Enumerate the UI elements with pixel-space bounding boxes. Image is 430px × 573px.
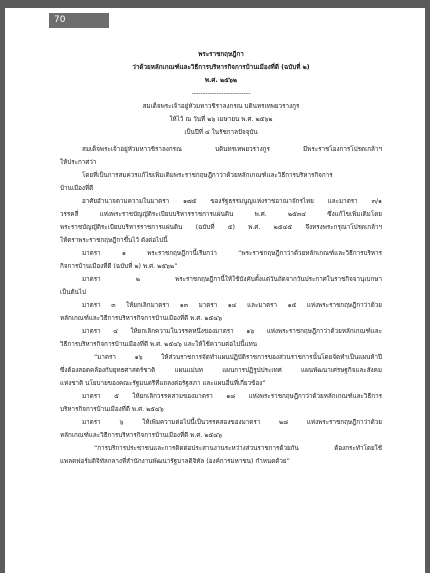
document-page xyxy=(5,8,425,573)
divider: -------------------------- xyxy=(191,90,251,97)
body-line: หลักเกณฑ์และวิธีการบริหารกิจการบ้านเมืองที่ดี พ.ศ. ๒๕๔๖ xyxy=(60,315,223,322)
body-line: ซึ่งต้องสอดคล้องกับยุทธศาสตร์ชาติ แผนแม่บท แผนการปฏิรูปประเทศ แผนพัฒนาเศรษฐกิจและสังคม xyxy=(60,367,382,374)
body-line: ให้ประกาศว่า xyxy=(60,159,97,166)
body-line: บ้านเมืองที่ดี xyxy=(60,185,94,192)
body-line: พระราชบัญญัติระเบียบบริหารราชการแผ่นดิน (ฉบับที่ ๕) พ.ศ. ๒๕๔๕ จึงทรงพระกรุณาโปรดเกล้าฯ xyxy=(60,224,382,231)
doc-title: พระราชกฤษฎีกา xyxy=(198,51,244,58)
body-line: หลักเกณฑ์และวิธีการบริหารกิจการบ้านเมืองที่ดี พ.ศ. ๒๕๔๖ xyxy=(60,432,223,439)
signature-reign: เป็นปีที่ ๔ ในรัชกาลปัจจุบัน xyxy=(184,129,258,136)
doc-year: พ.ศ. ๒๕๖๒ xyxy=(204,77,238,84)
body-line: วิธีการบริหารกิจการบ้านเมืองที่ดี พ.ศ. ๒๕๔๖ และให้ใช้ความต่อไปนี้แทน xyxy=(60,341,258,348)
body-line: แห่งชาติ นโยบายของคณะรัฐมนตรีที่แถลงต่อรัฐสภา และแผนอื่นที่เกี่ยวข้อง” xyxy=(60,380,266,387)
signature-date: ให้ไว้ ณ วันที่ ๒๖ เมษายน พ.ศ. ๒๕๖๒ xyxy=(169,116,273,123)
section-3: มาตรา ๓ ให้ยกเลิกมาตรา ๑๓ มาตรา ๑๔ และมาตรา ๑๕ แห่งพระราชกฤษฎีกาว่าด้วย xyxy=(82,302,382,309)
body-line: บริหารกิจการบ้านเมืองที่ดี พ.ศ. ๒๕๔๖ xyxy=(60,406,164,413)
doc-subtitle: ว่าด้วยหลักเกณฑ์และวิธีการบริหารกิจการบ้านเมืองที่ดี (ฉบับที่ ๒) xyxy=(132,64,310,71)
body-line: ให้ตราพระราชกฤษฎีกาขึ้นไว้ ดังต่อไปนี้ xyxy=(60,237,168,244)
section-2: มาตรา ๒ พระราชกฤษฎีกานี้ให้ใช้บังคับตั้งแต่วันถัดจากวันประกาศในราชกิจจานุเบกษา xyxy=(82,276,382,283)
body-line: วรรคสี่ แห่งพระราชบัญญัติระเบียบบริหารราชการแผ่นดิน พ.ศ. ๒๕๓๔ ซึ่งแก้ไขเพิ่มเติมโดย xyxy=(60,211,382,218)
quoted-paragraph: “การบริการประชาชนและการติดต่อประสานงานระหว่างส่วนราชการด้วยกัน ต้องกระทำโดยใช้ xyxy=(94,445,382,452)
section-4: มาตรา ๔ ให้ยกเลิกความในวรรคหนึ่งของมาตรา ๑๖ แห่งพระราชกฤษฎีกาว่าด้วยหลักเกณฑ์และ xyxy=(82,328,382,335)
signature-line: สมเด็จพระเจ้าอยู่หัวมหาวชิราลงกรณ บดินทรเทพยวรางกูร xyxy=(142,103,300,110)
section-5: มาตรา ๕ ให้ยกเลิกวรรคสามของมาตรา ๑๘ แห่งพระราชกฤษฎีกาว่าด้วยหลักเกณฑ์และวิธีการ xyxy=(82,393,382,400)
body-line: สมเด็จพระเจ้าอยู่หัวมหาวชิราลงกรณ บดินทรเทพยวรางกูร มีพระราชโองการโปรดเกล้าฯ xyxy=(82,146,382,153)
body-line: โดยที่เป็นการสมควรแก้ไขเพิ่มเติมพระราชกฤษฎีกาว่าด้วยหลักเกณฑ์และวิธีการบริหารกิจการ xyxy=(82,172,333,179)
body-line: แพลตฟอร์มดิจิทัลกลางที่สำนักงานพัฒนารัฐบาลดิจิทัล (องค์การมหาชน) กำหนดด้วย” xyxy=(60,458,290,465)
document-body xyxy=(60,48,382,468)
section-1: มาตรา ๑ พระราชกฤษฎีกานี้เรียกว่า “พระราชกฤษฎีกาว่าด้วยหลักเกณฑ์และวิธีการบริหาร xyxy=(82,250,382,257)
body-line: กิจการบ้านเมืองที่ดี (ฉบับที่ ๒) พ.ศ. ๒๕๖๒” xyxy=(60,263,178,270)
section-6: มาตรา ๖ ให้เพิ่มความต่อไปนี้เป็นวรรคสองของมาตรา ๒๘ แห่งพระราชกฤษฎีกาว่าด้วย xyxy=(82,419,382,426)
quoted-section-16: “มาตรา ๑๖ ให้ส่วนราชการจัดทำแผนปฏิบัติราชการของส่วนราชการนั้นโดยจัดทำเป็นแผนห้าปี xyxy=(94,354,382,361)
page-number-badge: 70 xyxy=(49,13,109,28)
body-line: เป็นต้นไป xyxy=(60,289,87,296)
body-line: อาศัยอำนาจตามความในมาตรา ๑๗๕ ของรัฐธรรมนูญแห่งราชอาณาจักรไทย และมาตรา ๓/๑ xyxy=(82,198,382,205)
